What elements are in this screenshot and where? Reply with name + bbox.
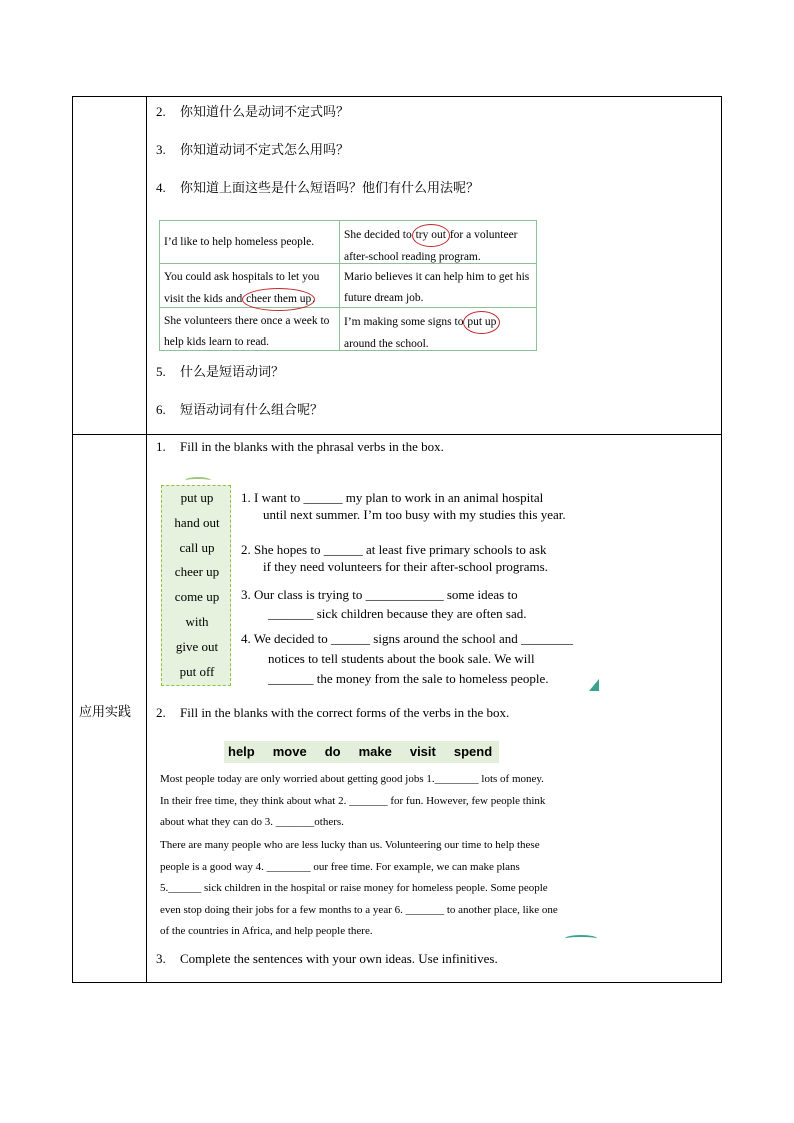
example-cell-4: Mario believes it can help him to get his future dream job. [344,271,530,304]
verb-word: visit [409,744,436,759]
decor-swoosh [185,477,211,484]
box-word: hand out [174,514,220,530]
verb-word: make [358,744,392,759]
box-word: put up [180,490,214,505]
exercise-sentence-2: 2. She hopes to ______ at least five primary schools to ask if they need volunteers for their after-school programs. [241,542,548,574]
exercise-sentence-1: 1. I want to ______ my plan to work in an animal hospital until next summer. I’m too busy with my studies this year. [241,490,566,522]
box-word: give out [175,638,219,654]
box-word: cheer up [174,564,220,580]
examples-table [159,220,537,351]
circled-phrase: try out [412,224,450,247]
table-divider [146,96,147,983]
verb-word: move [272,744,307,759]
passage-paragraph-1: Most people today are only worried about getting good jobs 1.________ lots of money. In their free time, they think about what 2. _______ for fun. However, few people think about what they can do 3. _______others. [160,773,546,828]
question-4: 4. 你知道上面这些是什么短语吗？他们有什么用法呢？ [156,180,480,196]
passage-paragraph-2: There are many people who are less lucky than us. Volunteering our time to help these people is a good way 4. ________ our free time. For example, we can make plans 5.______ sick children in the hospital or raise money for homeless people. Some people even stop doing their jobs for a few months to a year 6. _______ to another place, like one of the countries in Africa, and help people there. [160,839,558,937]
table-border-left [72,96,73,983]
task-2: 2. Fill in the blanks with the correct forms of the verbs in the box. [156,705,510,720]
example-cell-2: She decided to try out for a volunteer after-school reading program. [340,221,536,263]
table-border-bottom [72,982,722,983]
task-3: 3. Complete the sentences with your own ideas. Use infinitives. [156,951,498,966]
box-word: call up [179,539,215,555]
verb-word: do [324,744,341,759]
question-6: 6. 短语动词有什么组合呢？ [156,402,324,418]
circled-phrase: cheer them up [242,288,315,311]
example-cell-1: I’d like to help homeless people. [164,235,315,248]
question-2: 2. 你知道什么是动词不定式吗？ [156,104,350,120]
verb-box [224,741,499,763]
box-word: come up [174,589,220,605]
exercise-sentence-4: 4. We decided to ______ signs around the school and ________ notices to tell students about the book sale. We will _______ the money from the sale to homeless people. [241,631,573,686]
circled-phrase: put up [463,311,500,334]
task-1: 1. Fill in the blanks with the phrasal verbs in the box. [156,439,444,454]
example-cell-3: You could ask hospitals to let you visit the kids and cheer them up. [160,264,339,307]
verb-word: help [228,744,255,759]
question-5: 5. 什么是短语动词？ [156,364,285,380]
example-cell-6: I’m making some signs to put up around the school. [340,308,536,350]
table-border-right [721,96,722,983]
table-border-top [72,96,722,97]
decor-corner-2 [565,935,597,942]
verb-word: spend [453,744,493,759]
box-word: put off [179,663,215,679]
decor-corner [589,679,599,691]
exercise-sentence-3: 3. Our class is trying to ____________ some ideas to _______ sick children because they are often sad. [241,587,527,621]
row-label: 应用实践 [79,705,132,720]
question-3: 3. 你知道动词不定式怎么用吗？ [156,142,350,158]
example-cell-5: She volunteers there once a week to help kids learn to read. [164,315,330,348]
table-border-middle [72,434,722,435]
phrasal-verbs-box [161,485,231,686]
box-word: with [185,613,209,629]
